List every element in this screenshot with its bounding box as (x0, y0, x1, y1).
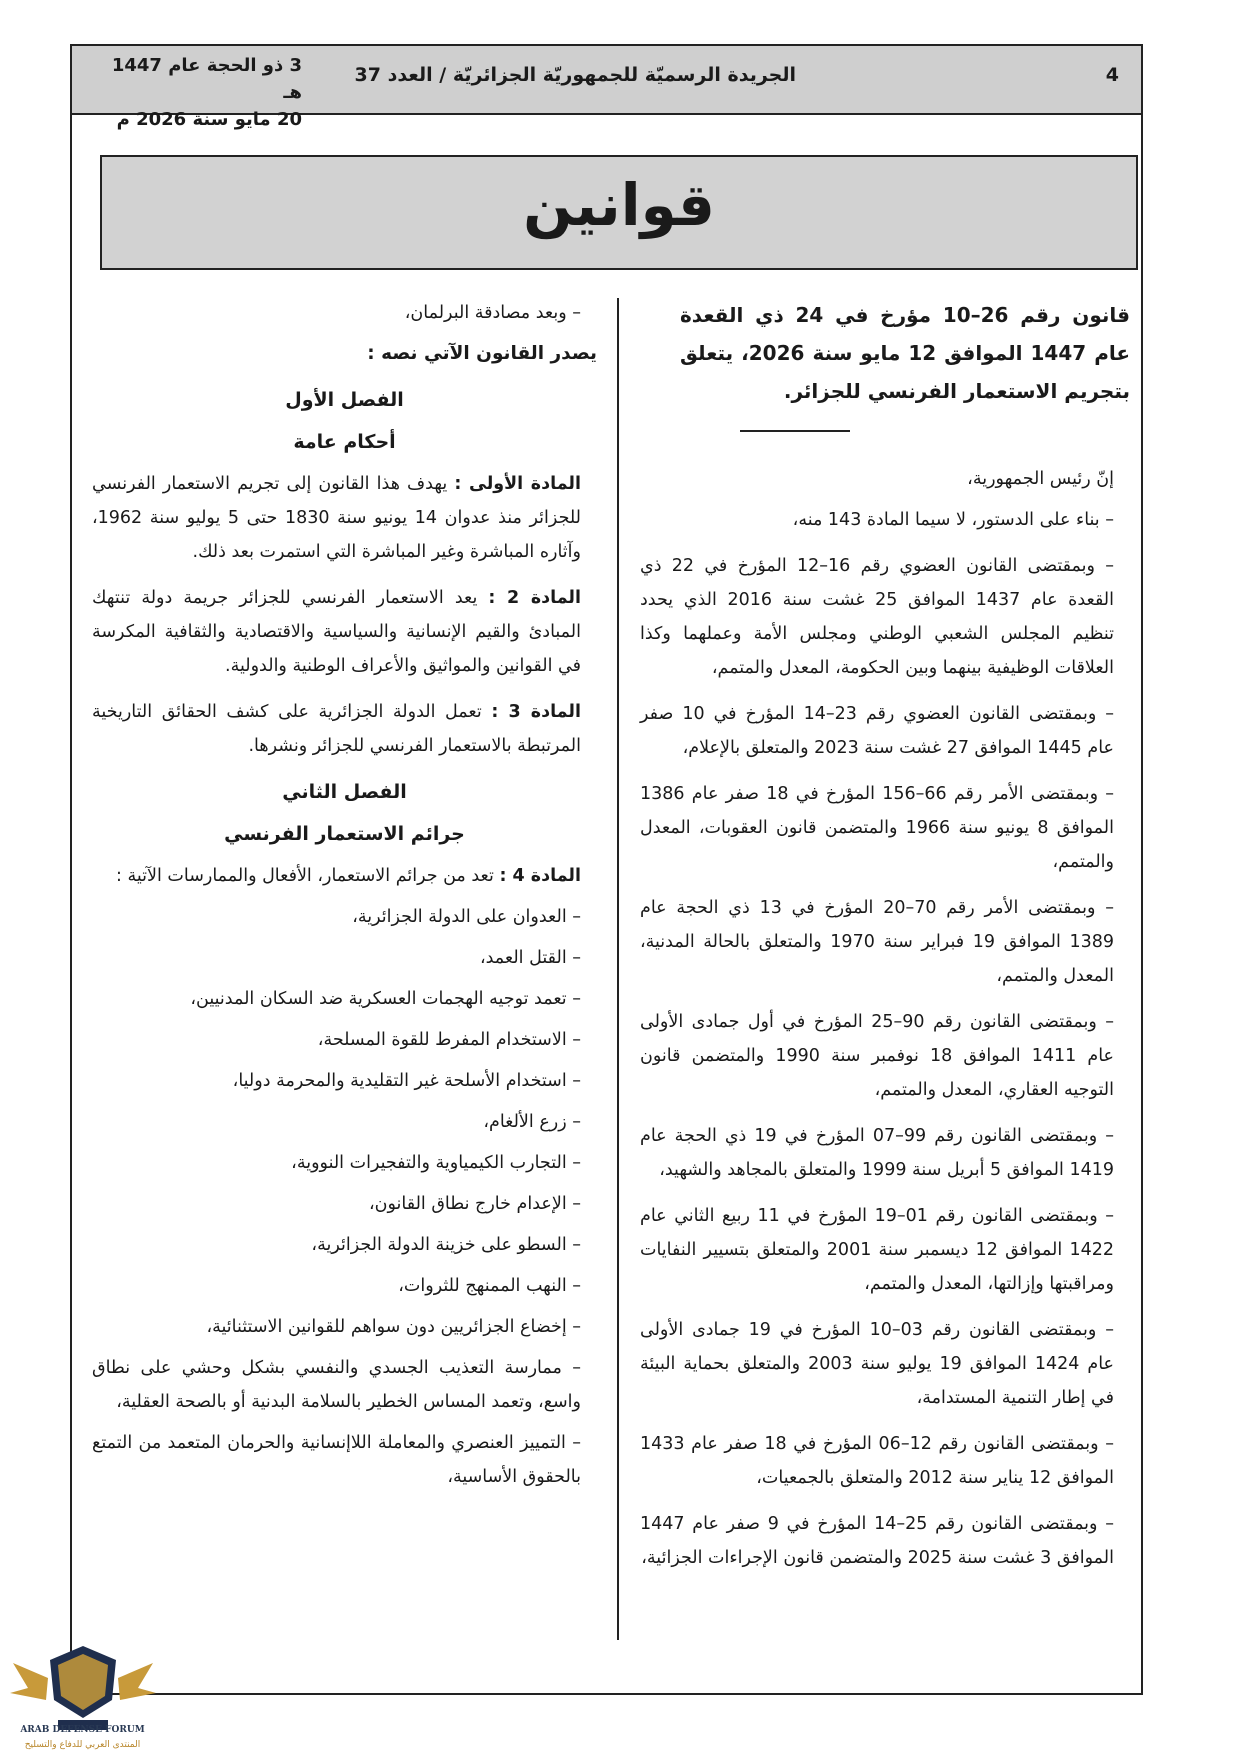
forum-logo-text: ARAB DEFENSE FORUM (20, 1725, 145, 1735)
list-item: – العدوان على الدولة الجزائرية، (352, 907, 581, 927)
title-separator (740, 430, 850, 432)
list-item: – استخدام الأسلحة غير التقليدية والمحرمة دوليا، (232, 1071, 581, 1091)
preamble-paragraph: – وبمقتضى القانون العضوي رقم 16–12 المؤرخ في 22 ذي القعدة عام 1437 الموافق 25 غشت سنة 2016 الذي يحدد تنظيم المجلس الشعبي الوطني ومجلس الأمة وعملهما وكذا العلاقات الوظيفية بينهما وبين الحكومة، المعدل والمتمم، (640, 556, 1114, 678)
article-4 (92, 859, 597, 893)
promulgation-line: يصدر القانون الآتي نصه : (367, 343, 597, 364)
crimes-list (92, 900, 597, 1494)
law-title: قانون رقم 26–10 مؤرخ في 24 ذي القعدة عام 1447 الموافق 12 مايو سنة 2026، يتعلق بتجريم الاستعمار الفرنسي للجزائر. (680, 303, 1131, 403)
chapter-2-heading: الفصل الثاني (282, 781, 407, 803)
preamble-paragraph: – وبمقتضى القانون رقم 03–10 المؤرخ في 19 جمادى الأولى عام 1424 الموافق 19 يوليو سنة 2003 والمتعلق بحماية البيئة في إطار التنمية المستدامة، (640, 1320, 1114, 1408)
chapter-1-title: أحكام عامة (293, 431, 396, 453)
issue-date (92, 52, 302, 133)
preamble-paragraph: – وبمقتضى الأمر رقم 66–156 المؤرخ في 18 صفر عام 1386 الموافق 8 يونيو سنة 1966 والمتضمن قانون العقوبات، المعدل والمتمم، (640, 784, 1114, 872)
list-item: – السطو على خزينة الدولة الجزائرية، (311, 1235, 581, 1255)
list-item: – القتل العمد، (479, 948, 581, 968)
page-number: 4 (1105, 64, 1119, 86)
forum-logo (8, 1638, 158, 1753)
gazette-title: الجريدة الرسميّة للجمهوريّة الجزائريّة / العدد 37 (354, 64, 796, 86)
preamble-paragraph: – وبمقتضى القانون رقم 12–06 المؤرخ في 18 صفر عام 1433 الموافق 12 يناير سنة 2012 والمتعلق بالجمعيات، (640, 1434, 1114, 1488)
page-header (70, 44, 1143, 130)
preamble-paragraph: – وبمقتضى القانون رقم 01–19 المؤرخ في 11 ربيع الثاني عام 1422 الموافق 12 ديسمبر سنة 2001 والمتعلق بتسيير النفايات ومراقبتها وإزالتها، المعدل والمتمم، (640, 1206, 1114, 1294)
article-1-label: المادة الأولى : (454, 474, 581, 494)
article-2 (92, 581, 597, 683)
preamble-paragraph: – وبمقتضى القانون رقم 99–07 المؤرخ في 19 ذي الحجة عام 1419 الموافق 5 أبريل سنة 1999 والمتعلق بالمجاهد والشهيد، (640, 1126, 1114, 1180)
chapter-2-title: جرائم الاستعمار الفرنسي (224, 823, 465, 845)
date-hijri: 3 ذو الحجة عام 1447 هـ (111, 55, 302, 103)
preamble-paragraph: – وبمقتضى القانون العضوي رقم 23–14 المؤرخ في 10 صفر عام 1445 الموافق 27 غشت سنة 2023 والمتعلق بالإعلام، (640, 704, 1114, 758)
list-item: – الإعدام خارج نطاق القانون، (369, 1194, 581, 1214)
article-4-label: المادة 4 : (499, 866, 581, 886)
right-column (640, 296, 1130, 1587)
column-divider (617, 298, 619, 1640)
list-item: – التمييز العنصري والمعاملة اللاإنسانية والحرمان المتعمد من التمتع بالحقوق الأساسية، (92, 1433, 581, 1487)
preamble-list (640, 503, 1130, 1575)
approval-line: – وبعد مصادقة البرلمان، (404, 303, 581, 323)
section-title: قوانين (523, 171, 715, 239)
preamble-paragraph: – بناء على الدستور، لا سيما المادة 143 منه، (792, 510, 1114, 530)
list-item: – زرع الألغام، (483, 1112, 581, 1132)
forum-logo-arabic-text: المنتدى العربي للدفاع والتسليح (24, 1740, 141, 1750)
date-gregorian: 20 مايو سنة 2026 م (116, 109, 302, 130)
list-item: – ممارسة التعذيب الجسدي والنفسي بشكل وحشي على نطاق واسع، وتعمد المساس الخطير بالسلامة البدنية أو بالصحة العقلية، (92, 1358, 581, 1412)
preamble-paragraph: – وبمقتضى القانون رقم 90–25 المؤرخ في أول جمادى الأولى عام 1411 الموافق 18 نوفمبر سنة 1990 والمتضمن قانون التوجيه العقاري، المعدل والمتمم، (640, 1012, 1114, 1100)
list-item: – النهب الممنهج للثروات، (398, 1276, 581, 1296)
list-item: – تعمد توجيه الهجمات العسكرية ضد السكان المدنيين، (190, 989, 581, 1009)
section-banner (100, 155, 1138, 270)
article-1 (92, 467, 597, 569)
list-item: – التجارب الكيمياوية والتفجيرات النووية، (291, 1153, 581, 1173)
article-3 (92, 695, 597, 763)
left-column (92, 296, 597, 1501)
chapter-1-heading: الفصل الأول (285, 389, 404, 411)
preamble-paragraph: – وبمقتضى القانون رقم 25–14 المؤرخ في 9 صفر عام 1447 الموافق 3 غشت سنة 2025 والمتضمن قانون الإجراءات الجزائية، (640, 1514, 1114, 1568)
article-2-label: المادة 2 : (488, 588, 582, 608)
article-4-text: تعد من جرائم الاستعمار، الأفعال والممارسات الآتية : (116, 866, 500, 886)
preamble-paragraph: – وبمقتضى الأمر رقم 70–20 المؤرخ في 13 ذي الحجة عام 1389 الموافق 19 فبراير سنة 1970 والمتعلق بالحالة المدنية، المعدل والمتمم، (640, 898, 1114, 986)
list-item: – إخضاع الجزائريين دون سواهم للقوانين الاستثنائية، (206, 1317, 581, 1337)
article-3-label: المادة 3 : (491, 702, 581, 722)
list-item: – الاستخدام المفرط للقوة المسلحة، (317, 1030, 581, 1050)
article-1-text: يهدف هذا القانون إلى تجريم الاستعمار الفرنسي للجزائر منذ عدوان 14 يونيو سنة 1830 حتى 5 يوليو سنة 1962، وآثاره المباشرة وغير المباشرة التي استمرت بعد ذلك. (92, 474, 581, 562)
preamble-intro: إنّ رئيس الجمهورية، (967, 469, 1114, 489)
article-3-text: تعمل الدولة الجزائرية على كشف الحقائق التاريخية المرتبطة بالاستعمار الفرنسي للجزائر ونشرها. (92, 702, 581, 756)
article-2-text: يعد الاستعمار الفرنسي للجزائر جريمة دولة تنتهك المبادئ والقيم الإنسانية والسياسية والاقتصادية والثقافية المكرسة في القوانين والمواثيق والأعراف الوطنية والدولية. (92, 588, 581, 676)
